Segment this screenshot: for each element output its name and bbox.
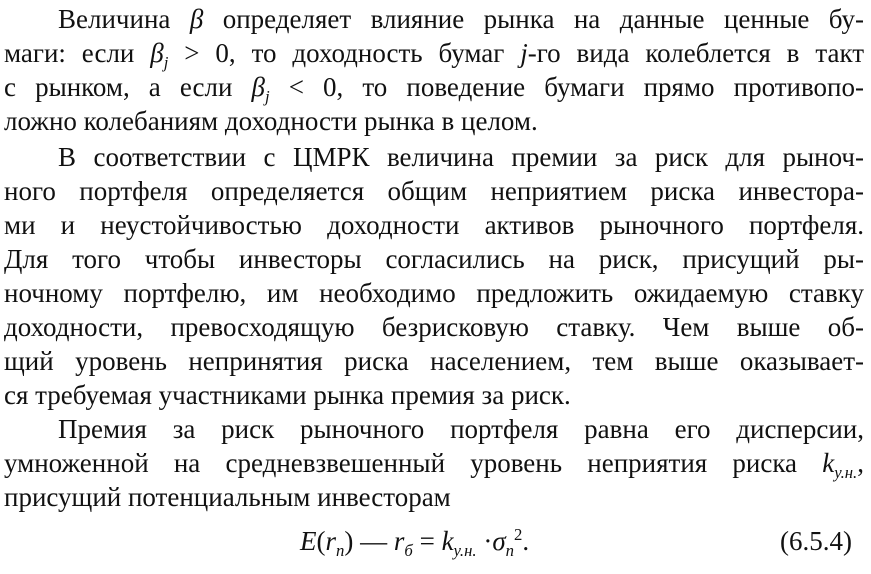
p2-line-7: щий уровень непринятия риска населением, тем выше оказывает- (4, 346, 864, 376)
p2-line-8: ся требуемая участниками рынка премия за риск. (4, 380, 571, 410)
formula-6-5-4 (4, 523, 864, 559)
p3-line-1: Премия за риск рыночного портфеля равна его дисперсии, (58, 414, 864, 444)
k-un-symbol: $k_{у.н.}$ (822, 448, 858, 482)
p1-line-1: Величина β определяет влияние рынка на данные ценные бу- (58, 4, 864, 34)
p3-line-3: присущий потенциальным инвесторам (4, 482, 451, 512)
p2-line-2: ного портфеля определяется общим неприятием риска инвестора- (4, 176, 864, 206)
p3-line-2: умноженной на средневзвешенный уровень неприятия риска $k_{у.н.}$, (4, 448, 864, 482)
p2-line-6: доходности, превосходящую безрисковую ставку. Чем выше об- (4, 312, 864, 342)
beta-j-symbol: $\beta_j$ (251, 72, 270, 106)
p2-line-4: Для того чтобы инвесторы согласились на риск, присущий ры- (4, 244, 864, 274)
p1-line-3: с рынком, а если $\beta_j < 0$, то поведение бумаги прямо противопо- (4, 72, 864, 106)
p2-line-3: ми и неустойчивостью доходности активов рыночного портфеля. (4, 210, 864, 240)
formula-body: $E(r_n)$ — $r_б = k_{у.н.} \cdot\sigma_n^2$. (300, 524, 530, 560)
beta-j-symbol: $\beta_j$ (150, 38, 169, 72)
formula-number: (6.5.4) (780, 526, 852, 556)
beta-symbol: β (189, 4, 204, 34)
p2-line-5: ночному портфелю, им необходимо предложить ожидаемую ставку (4, 278, 864, 308)
p2-line-1: В соответствии с ЦМРК величина премии за риск для рыноч- (58, 142, 864, 172)
p1-line-2: маги: если $\beta_j > 0$, то доходность бумаг j-го вида колеблется в такт (4, 38, 865, 72)
p1-line-4: ложно колебаниям доходности рынка в целом. (4, 106, 538, 136)
